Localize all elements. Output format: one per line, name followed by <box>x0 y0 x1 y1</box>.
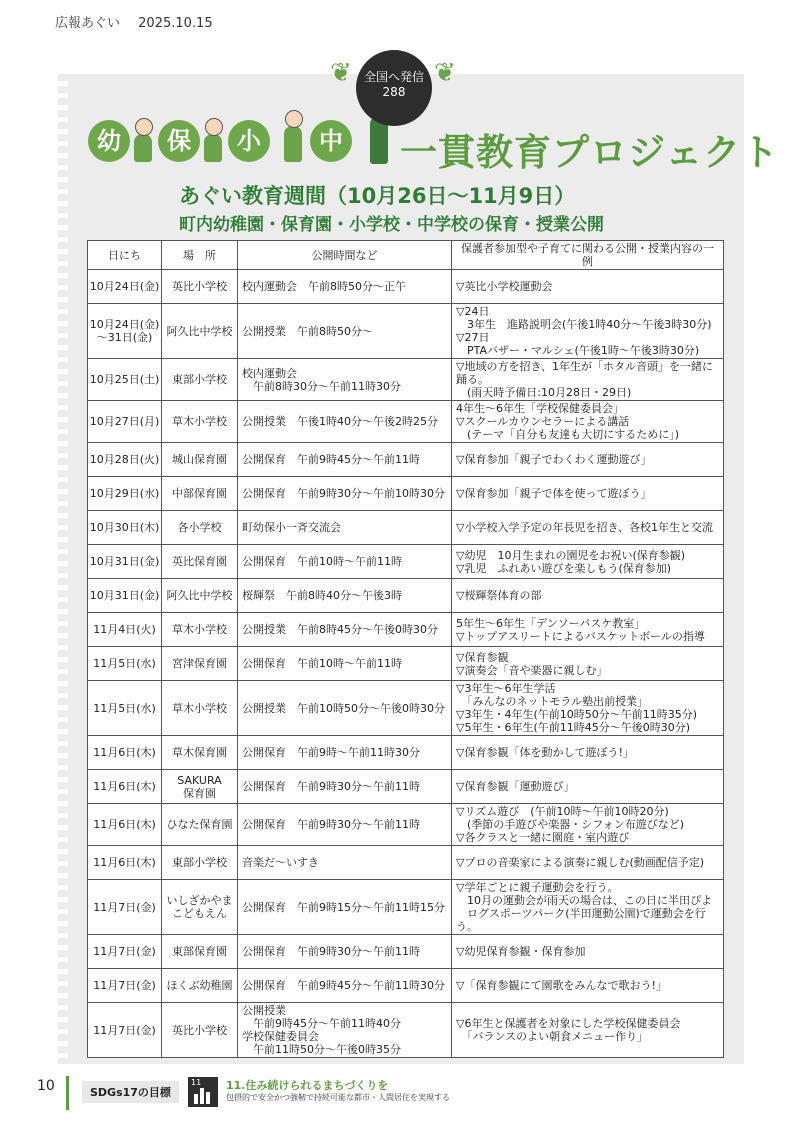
header-content: 保護者参加型や子育てに関わる公開・授業内容の一例 <box>452 241 724 270</box>
badge-label: 全国へ発信 <box>363 70 424 84</box>
row-date: 11月7日(金) <box>88 880 162 935</box>
row-place: ひなた保育園 <box>162 804 238 846</box>
publication-name: 広報あぐい <box>55 16 121 31</box>
footer-divider <box>66 1076 69 1110</box>
table-row <box>88 401 724 443</box>
sdg-goal-11-icon <box>188 1077 218 1107</box>
table-header-row <box>88 241 724 270</box>
row-date: 10月25日(土) <box>88 359 162 401</box>
row-time: 音楽だ～いすき <box>238 846 452 880</box>
row-time: 公開保育 午前10時～午前11時 <box>238 545 452 579</box>
row-time: 公開保育 午前10時～午前11時 <box>238 647 452 681</box>
row-date: 11月7日(金) <box>88 969 162 1003</box>
row-time: 公開保育 午前9時45分～午前11時 <box>238 443 452 477</box>
row-content: ▽保育参観「体を動かして遊ぼう!」 <box>452 736 724 770</box>
row-place: 城山保育園 <box>162 443 238 477</box>
table-row <box>88 969 724 1003</box>
row-date: 10月27日(月) <box>88 401 162 443</box>
page-header <box>55 12 213 31</box>
row-date: 11月6日(木) <box>88 804 162 846</box>
row-content: ▽「保育参観にて園歌をみんなで歌おう!」 <box>452 969 724 1003</box>
building-icon <box>194 1094 198 1104</box>
row-place: 草木小学校 <box>162 681 238 736</box>
row-content: ▽保育参加「親子でわくわく運動遊び」 <box>452 443 724 477</box>
row-date: 11月6日(木) <box>88 770 162 804</box>
table-row <box>88 579 724 613</box>
row-content: ▽学年ごとに親子運動会を行う。 10月の運動会が雨天の場合は、この日に半田ぴよ ログスポーツパーク(半田運動公園)で運動会を行う。 <box>452 880 724 935</box>
title-char-kindergarten: 幼 <box>88 120 130 162</box>
row-content: ▽6年生と保護者を対象にした学校保健委員会 「バランスのよい朝食メニュー作り」 <box>452 1003 724 1058</box>
leaf-right-icon: ❦ <box>434 58 456 88</box>
subtitle-education-week: あぐい教育週間（10月26日～11月9日） <box>179 184 576 208</box>
building-icon <box>206 1092 210 1104</box>
row-date: 11月6日(木) <box>88 846 162 880</box>
table-row <box>88 804 724 846</box>
leaf-left-icon: ❦ <box>330 58 352 88</box>
table-row <box>88 613 724 647</box>
row-date: 10月31日(金) <box>88 579 162 613</box>
row-time: 公開授業 午前8時50分～ <box>238 304 452 359</box>
title-main-text: 一貫教育プロジェクト <box>400 131 780 174</box>
row-place: 草木保育園 <box>162 736 238 770</box>
row-place: 宮津保育園 <box>162 647 238 681</box>
row-date: 10月28日(火) <box>88 443 162 477</box>
table-row <box>88 270 724 304</box>
table-row <box>88 511 724 545</box>
row-content: ▽英比小学校運動会 <box>452 270 724 304</box>
row-place: 英比小学校 <box>162 270 238 304</box>
row-place: 東部保育園 <box>162 935 238 969</box>
header-date: 日にち <box>88 241 162 270</box>
row-content: ▽幼児保育参観・保育参加 <box>452 935 724 969</box>
row-date: 10月31日(金) <box>88 545 162 579</box>
title-char-elementary: 小 <box>228 120 270 162</box>
row-place: 中部保育園 <box>162 477 238 511</box>
building-icon <box>200 1088 204 1104</box>
table-row <box>88 736 724 770</box>
row-place: 東部小学校 <box>162 846 238 880</box>
row-date: 11月6日(木) <box>88 736 162 770</box>
row-content: ▽3年生～6年生学活 「みんなのネットモラル塾出前授業」 ▽3年生・4年生(午前10時50分～午前11時35分) ▽5年生・6年生(午前11時45分～午後0時30分) <box>452 681 724 736</box>
title-char-junior-high: 中 <box>310 120 352 162</box>
row-time: 公開授業 午前8時45分～午後0時30分 <box>238 613 452 647</box>
table-row <box>88 1003 724 1058</box>
row-place: 各小学校 <box>162 511 238 545</box>
row-time: 校内運動会 午前8時50分～正午 <box>238 270 452 304</box>
sdg-icon-number: 11 <box>191 1078 202 1087</box>
row-content: ▽地域の方を招き、1年生が「ホタル音頭」を一緒に踊る。 (雨天時予備日:10月28日・29日) <box>452 359 724 401</box>
subtitle-open-classes: 町内幼稚園・保育園・小学校・中学校の保育・授業公開 <box>179 215 604 235</box>
row-content: ▽24日 3年生 進路説明会(午後1時40分～午後3時30分) ▽27日 PTAバザー・マルシェ(午後1時～午後3時30分) <box>452 304 724 359</box>
row-time: 公開授業 午前9時45分～午前11時40分 学校保健委員会 午前11時50分～午後0時35分 <box>238 1003 452 1058</box>
row-place: 阿久比中学校 <box>162 304 238 359</box>
table-row <box>88 681 724 736</box>
row-content: 4年生～6年生「学校保健委員会」 ▽スクールカウンセラーによる講話 (テーマ「自分も友達も大切にするために」) <box>452 401 724 443</box>
table-row <box>88 770 724 804</box>
table-row <box>88 477 724 511</box>
issue-date: 2025.10.15 <box>138 16 213 31</box>
page-number: 10 <box>37 1078 55 1094</box>
table-row <box>88 880 724 935</box>
child-figure-icon <box>204 134 222 162</box>
row-place: SAKURA 保育園 <box>162 770 238 804</box>
table-row <box>88 443 724 477</box>
row-place: 東部小学校 <box>162 359 238 401</box>
row-time: 公開保育 午前9時～午前11時30分 <box>238 736 452 770</box>
row-date: 10月24日(金) <box>88 270 162 304</box>
row-content: ▽リズム遊び (午前10時～午前10時20分) (季節の手遊びや楽器・シフォン布遊びなど) ▽各クラスと一緒に園庭・室内遊び <box>452 804 724 846</box>
title-char-nursery: 保 <box>158 120 200 162</box>
table-row <box>88 545 724 579</box>
row-time: 公開保育 午前9時15分～午前11時15分 <box>238 880 452 935</box>
child-figure-icon <box>284 126 302 162</box>
row-place: 阿久比中学校 <box>162 579 238 613</box>
row-place: 英比保育園 <box>162 545 238 579</box>
row-content: ▽プロの音楽家による演奏に親しむ(動画配信予定) <box>452 846 724 880</box>
row-content: ▽幼児 10月生まれの園児をお祝い(保育参観) ▽乳児 ふれあい遊びを楽しもう(保育参加) <box>452 545 724 579</box>
row-content: ▽保育参加「親子で体を使って遊ぼう」 <box>452 477 724 511</box>
row-content: ▽小学校入学予定の年長児を招き、各校1年生と交流 <box>452 511 724 545</box>
schedule-body <box>88 270 724 1058</box>
row-time: 公開保育 午前9時30分～午前11時 <box>238 770 452 804</box>
row-place: 草木小学校 <box>162 401 238 443</box>
row-time: 公開保育 午前9時45分～午前11時30分 <box>238 969 452 1003</box>
badge-number: 288 <box>382 85 406 99</box>
sdg-goal-title: 11.住み続けられるまちづくりを <box>226 1079 389 1092</box>
header-time: 公開時間など <box>238 241 452 270</box>
sdg-goal-description: 包摂的で安全かつ強靭で持続可能な都市・人間居住を実現する <box>226 1093 450 1102</box>
row-date: 11月5日(水) <box>88 681 162 736</box>
row-time: 校内運動会 午前8時30分～午前11時30分 <box>238 359 452 401</box>
row-time: 公開授業 午後1時40分～午後2時25分 <box>238 401 452 443</box>
row-time: 公開授業 午前10時50分～午後0時30分 <box>238 681 452 736</box>
table-row <box>88 846 724 880</box>
row-place: ほくぶ幼稚園 <box>162 969 238 1003</box>
row-time: 公開保育 午前9時30分～午前11時 <box>238 804 452 846</box>
schedule-table <box>87 240 724 1058</box>
row-date: 10月29日(水) <box>88 477 162 511</box>
child-figure-icon <box>134 134 152 162</box>
row-date: 10月30日(木) <box>88 511 162 545</box>
table-row <box>88 935 724 969</box>
row-content: ▽桜輝祭体育の部 <box>452 579 724 613</box>
row-date: 10月24日(金) ～31日(金) <box>88 304 162 359</box>
row-content: 5年生～6年生「デンソーバスケ教室」 ▽トップアスリートによるバスケットボールの指導 <box>452 613 724 647</box>
row-content: ▽保育参観 ▽演奏会「音や楽器に親しむ」 <box>452 647 724 681</box>
table-row <box>88 647 724 681</box>
row-time: 公開保育 午前9時30分～午前11時 <box>238 935 452 969</box>
row-date: 11月4日(火) <box>88 613 162 647</box>
header-place: 場 所 <box>162 241 238 270</box>
row-time: 桜輝祭 午前8時40分～午後3時 <box>238 579 452 613</box>
nationwide-badge <box>356 50 432 126</box>
sdg-label: SDGs17の目標 <box>82 1081 179 1103</box>
row-content: ▽保育参観「運動遊び」 <box>452 770 724 804</box>
row-date: 11月7日(金) <box>88 1003 162 1058</box>
row-time: 公開保育 午前9時30分～午前10時30分 <box>238 477 452 511</box>
row-time: 町幼保小一斉交流会 <box>238 511 452 545</box>
row-date: 11月5日(水) <box>88 647 162 681</box>
row-place: 英比小学校 <box>162 1003 238 1058</box>
table-row <box>88 359 724 401</box>
row-place: 草木小学校 <box>162 613 238 647</box>
row-date: 11月7日(金) <box>88 935 162 969</box>
row-place: いしざかやま こどもえん <box>162 880 238 935</box>
table-row <box>88 304 724 359</box>
